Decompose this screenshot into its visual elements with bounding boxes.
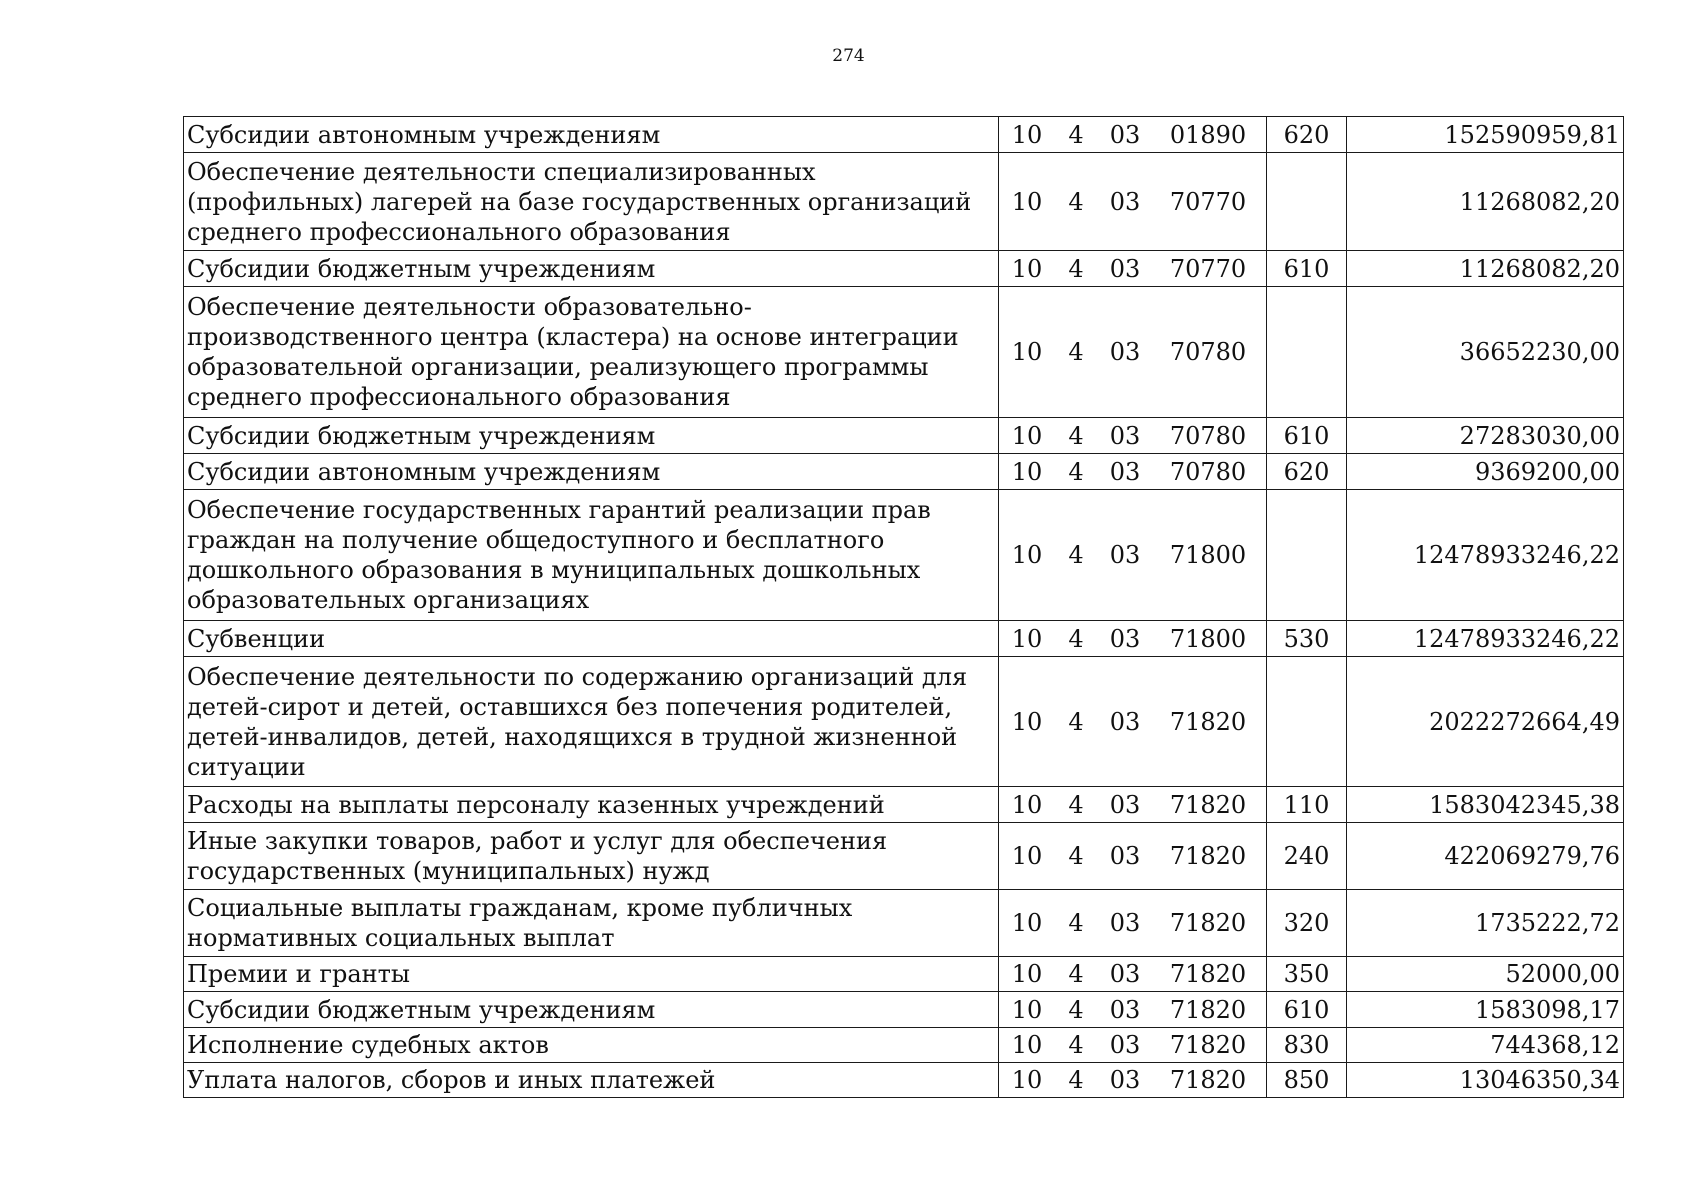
expense-type-code <box>1267 490 1347 621</box>
group-code: 03 <box>1109 707 1141 736</box>
section-code: 10 <box>1011 120 1043 149</box>
section-code: 10 <box>1011 541 1043 569</box>
group-code: 03 <box>1109 541 1141 569</box>
expense-type-code: 830 <box>1267 1028 1347 1063</box>
item-code: 71800 <box>1169 624 1247 653</box>
expense-type-code: 110 <box>1267 787 1347 823</box>
group-code: 03 <box>1109 254 1141 283</box>
row-codes-cell <box>999 823 1267 890</box>
row-name-cell: Обеспечение государственных гарантий реализации прав граждан на получение общедоступного и бесплатного дошкольного образования в муниципальных дошкольных образовательных организациях <box>184 490 999 621</box>
section-code: 10 <box>1011 707 1043 736</box>
classification-codes <box>999 1030 1266 1060</box>
group-code: 03 <box>1109 624 1141 653</box>
subsection-code: 4 <box>1068 421 1084 450</box>
table-row <box>184 153 1624 251</box>
expense-type-code <box>1267 287 1347 418</box>
table-row <box>184 490 1624 621</box>
row-name-cell: Обеспечение деятельности специализированных (профильных) лагерей на базе государственных организаций среднего профессионального образования <box>184 153 999 251</box>
row-codes-cell <box>999 1028 1267 1063</box>
subsection-code: 4 <box>1068 338 1084 366</box>
item-code: 71800 <box>1169 541 1247 569</box>
classification-codes <box>999 540 1266 570</box>
table-row <box>184 1028 1624 1063</box>
group-code: 03 <box>1109 909 1141 937</box>
row-codes-cell <box>999 251 1267 287</box>
amount-cell: 9369200,00 <box>1347 454 1624 490</box>
group-code: 03 <box>1109 1031 1141 1059</box>
subsection-code: 4 <box>1068 120 1084 149</box>
classification-codes <box>999 707 1266 737</box>
budget-table-body <box>184 117 1624 1098</box>
classification-codes <box>999 908 1266 938</box>
section-code: 10 <box>1011 254 1043 283</box>
amount-cell: 1583098,17 <box>1347 992 1624 1028</box>
subsection-code: 4 <box>1068 541 1084 569</box>
budget-table <box>183 116 1624 1098</box>
row-name-cell: Расходы на выплаты персоналу казенных учреждений <box>184 787 999 823</box>
table-row <box>184 1063 1624 1098</box>
row-name-cell: Субсидии бюджетным учреждениям <box>184 251 999 287</box>
row-name-cell: Уплата налогов, сборов и иных платежей <box>184 1063 999 1098</box>
row-name-cell: Обеспечение деятельности по содержанию организаций для детей-сирот и детей, оставшихся без попечения родителей, детей-инвалидов, детей, находящихся в трудной жизненной ситуации <box>184 657 999 787</box>
table-row <box>184 117 1624 153</box>
classification-codes <box>999 1065 1266 1095</box>
section-code: 10 <box>1011 421 1043 450</box>
amount-cell: 52000,00 <box>1347 957 1624 992</box>
amount-cell: 11268082,20 <box>1347 153 1624 251</box>
section-code: 10 <box>1011 842 1043 870</box>
row-codes-cell <box>999 490 1267 621</box>
row-codes-cell <box>999 117 1267 153</box>
group-code: 03 <box>1109 960 1141 988</box>
group-code: 03 <box>1109 338 1141 366</box>
subsection-code: 4 <box>1068 1066 1084 1094</box>
item-code: 71820 <box>1169 790 1247 819</box>
subsection-code: 4 <box>1068 457 1084 486</box>
expense-type-code: 850 <box>1267 1063 1347 1098</box>
item-code: 71820 <box>1169 909 1247 937</box>
expense-type-code: 350 <box>1267 957 1347 992</box>
amount-cell: 422069279,76 <box>1347 823 1624 890</box>
table-row <box>184 287 1624 418</box>
classification-codes <box>999 457 1266 487</box>
amount-cell: 12478933246,22 <box>1347 621 1624 657</box>
section-code: 10 <box>1011 909 1043 937</box>
table-row <box>184 418 1624 454</box>
table-row <box>184 621 1624 657</box>
expense-type-code: 530 <box>1267 621 1347 657</box>
row-name-cell: Субсидии бюджетным учреждениям <box>184 418 999 454</box>
table-row <box>184 823 1624 890</box>
classification-codes <box>999 790 1266 820</box>
expense-type-code: 620 <box>1267 454 1347 490</box>
group-code: 03 <box>1109 842 1141 870</box>
expense-type-code: 240 <box>1267 823 1347 890</box>
classification-codes <box>999 421 1266 451</box>
row-codes-cell <box>999 454 1267 490</box>
item-code: 70780 <box>1169 421 1247 450</box>
row-codes-cell <box>999 1063 1267 1098</box>
amount-cell: 27283030,00 <box>1347 418 1624 454</box>
section-code: 10 <box>1011 457 1043 486</box>
table-row <box>184 454 1624 490</box>
amount-cell: 1735222,72 <box>1347 890 1624 957</box>
section-code: 10 <box>1011 995 1043 1024</box>
item-code: 71820 <box>1169 1031 1247 1059</box>
item-code: 70770 <box>1169 187 1247 216</box>
item-code: 71820 <box>1169 995 1247 1024</box>
subsection-code: 4 <box>1068 909 1084 937</box>
row-codes-cell <box>999 890 1267 957</box>
expense-type-code <box>1267 153 1347 251</box>
row-name-cell: Премии и гранты <box>184 957 999 992</box>
classification-codes <box>999 841 1266 871</box>
row-codes-cell <box>999 657 1267 787</box>
classification-codes <box>999 959 1266 989</box>
row-codes-cell <box>999 992 1267 1028</box>
row-name-cell: Исполнение судебных актов <box>184 1028 999 1063</box>
section-code: 10 <box>1011 624 1043 653</box>
amount-cell: 13046350,34 <box>1347 1063 1624 1098</box>
row-name-cell: Субсидии автономным учреждениям <box>184 454 999 490</box>
expense-type-code <box>1267 657 1347 787</box>
expense-type-code: 610 <box>1267 418 1347 454</box>
group-code: 03 <box>1109 421 1141 450</box>
section-code: 10 <box>1011 960 1043 988</box>
item-code: 70770 <box>1169 254 1247 283</box>
expense-type-code: 620 <box>1267 117 1347 153</box>
amount-cell: 1583042345,38 <box>1347 787 1624 823</box>
row-codes-cell <box>999 287 1267 418</box>
classification-codes <box>999 120 1266 150</box>
row-codes-cell <box>999 957 1267 992</box>
subsection-code: 4 <box>1068 960 1084 988</box>
group-code: 03 <box>1109 120 1141 149</box>
classification-codes <box>999 995 1266 1025</box>
page-number: 274 <box>832 46 865 66</box>
subsection-code: 4 <box>1068 624 1084 653</box>
item-code: 71820 <box>1169 707 1247 736</box>
row-codes-cell <box>999 787 1267 823</box>
item-code: 70780 <box>1169 338 1247 366</box>
expense-type-code: 320 <box>1267 890 1347 957</box>
subsection-code: 4 <box>1068 790 1084 819</box>
item-code: 71820 <box>1169 842 1247 870</box>
row-name-cell: Субсидии бюджетным учреждениям <box>184 992 999 1028</box>
subsection-code: 4 <box>1068 842 1084 870</box>
classification-codes <box>999 337 1266 367</box>
row-codes-cell <box>999 153 1267 251</box>
amount-cell: 152590959,81 <box>1347 117 1624 153</box>
section-code: 10 <box>1011 790 1043 819</box>
table-row <box>184 890 1624 957</box>
table-row <box>184 992 1624 1028</box>
row-name-cell: Обеспечение деятельности образовательно-производственного центра (кластера) на основе интеграции образовательной организации, реализующего программы среднего профессионального образования <box>184 287 999 418</box>
expense-type-code: 610 <box>1267 992 1347 1028</box>
classification-codes <box>999 254 1266 284</box>
amount-cell: 744368,12 <box>1347 1028 1624 1063</box>
table-row <box>184 251 1624 287</box>
amount-cell: 2022272664,49 <box>1347 657 1624 787</box>
row-codes-cell <box>999 621 1267 657</box>
table-row <box>184 657 1624 787</box>
table-row <box>184 957 1624 992</box>
subsection-code: 4 <box>1068 1031 1084 1059</box>
amount-cell: 11268082,20 <box>1347 251 1624 287</box>
group-code: 03 <box>1109 1066 1141 1094</box>
amount-cell: 36652230,00 <box>1347 287 1624 418</box>
row-name-cell: Субсидии автономным учреждениям <box>184 117 999 153</box>
group-code: 03 <box>1109 187 1141 216</box>
group-code: 03 <box>1109 995 1141 1024</box>
group-code: 03 <box>1109 457 1141 486</box>
subsection-code: 4 <box>1068 187 1084 216</box>
section-code: 10 <box>1011 338 1043 366</box>
section-code: 10 <box>1011 187 1043 216</box>
subsection-code: 4 <box>1068 995 1084 1024</box>
row-name-cell: Социальные выплаты гражданам, кроме публичных нормативных социальных выплат <box>184 890 999 957</box>
item-code: 70780 <box>1169 457 1247 486</box>
item-code: 71820 <box>1169 960 1247 988</box>
subsection-code: 4 <box>1068 707 1084 736</box>
row-codes-cell <box>999 418 1267 454</box>
section-code: 10 <box>1011 1066 1043 1094</box>
classification-codes <box>999 187 1266 217</box>
table-row <box>184 787 1624 823</box>
item-code: 01890 <box>1169 120 1247 149</box>
subsection-code: 4 <box>1068 254 1084 283</box>
expense-type-code: 610 <box>1267 251 1347 287</box>
amount-cell: 12478933246,22 <box>1347 490 1624 621</box>
section-code: 10 <box>1011 1031 1043 1059</box>
classification-codes <box>999 624 1266 654</box>
item-code: 71820 <box>1169 1066 1247 1094</box>
row-name-cell: Субвенции <box>184 621 999 657</box>
group-code: 03 <box>1109 790 1141 819</box>
row-name-cell: Иные закупки товаров, работ и услуг для обеспечения государственных (муниципальных) нужд <box>184 823 999 890</box>
